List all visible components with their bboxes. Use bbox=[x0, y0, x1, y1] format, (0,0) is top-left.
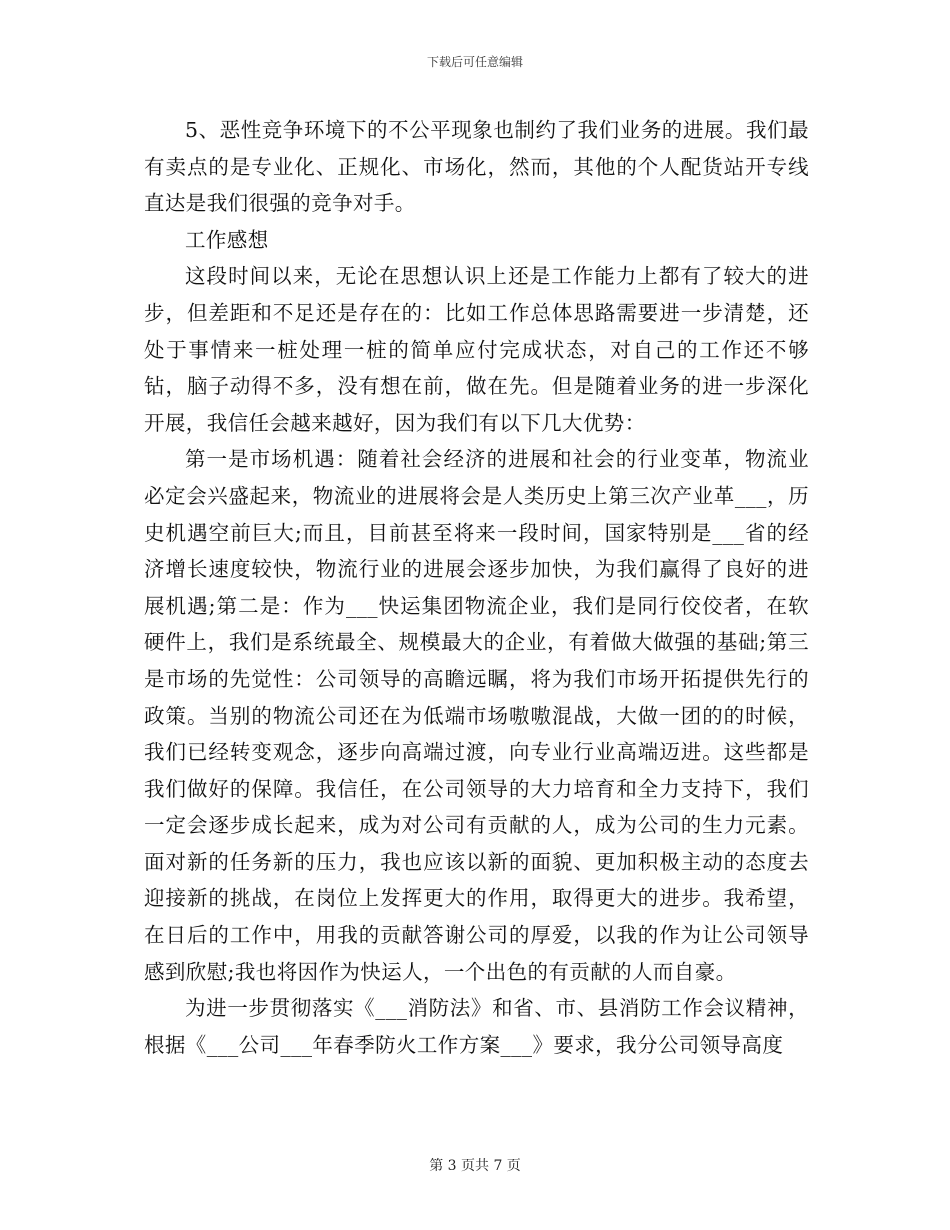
section-heading-work-reflection: 工作感想 bbox=[185, 227, 269, 252]
paragraph-fire-safety: 为进一步贯彻落实《___消防法》和省、市、县消防工作会议精神，根据《___公司___年春季防火工作方案___》要求，我分公司领导高度 bbox=[144, 996, 809, 1057]
document-body bbox=[144, 112, 809, 1063]
page-number: 第 3 页共 7 页 bbox=[429, 1158, 521, 1174]
paragraph-competition: 5、恶性竞争环境下的不公平现象也制约了我们业务的进展。我们最有卖点的是专业化、正规化、市场化，然而，其他的个人配货站开专线直达是我们很强的竞争对手。 bbox=[144, 118, 809, 216]
page-header: 下载后可任意编辑 bbox=[426, 55, 523, 69]
paragraph-progress: 这段时间以来，无论在思想认识上还是工作能力上都有了较大的进步，但差距和不足还是存在的：比如工作总体思路需要进一步清楚，还处于事情来一桩处理一桩的简单应付完成状态，对自己的工作还不够钻，脑子动得不多，没有想在前，做在先。但是随着业务的进一步深化开展，我信任会越来越好，因为我们有以下几大优势： bbox=[144, 264, 809, 435]
paragraph-advantages: 第一是市场机遇：随着社会经济的进展和社会的行业变革，物流业必定会兴盛起来，物流业的进展将会是人类历史上第三次产业革___，历史机遇空前巨大;而且，目前甚至将来一段时间，国家特别是___省的经济增长速度较快，物流行业的进展会逐步加快，为我们赢得了良好的进展机遇;第二是：作为___快运集团物流企业，我们是同行佼佼者，在软硬件上，我们是系统最全、规模最大的企业，有着做大做强的基础;第三是市场的先觉性：公司领导的高瞻远瞩，将为我们市场开拓提供先行的政策。当别的物流公司还在为低端市场嗷嗷混战，大做一团的的时候，我们已经转变观念，逐步向高端过渡，向专业行业高端迈进。这些都是我们做好的保障。我信任，在公司领导的大力培育和全力支持下，我们一定会逐步成长起来，成为对公司有贡献的人，成为公司的生力元素。面对新的任务新的压力，我也应该以新的面貌、更加积极主动的态度去迎接新的挑战，在岗位上发挥更大的作用，取得更大的进步。我希望，在日后的工作中，用我的贡献答谢公司的厚爱，以我的作为让公司领导感到欣慰;我也将因作为快运人，一个出色的有贡献的人而自豪。 bbox=[144, 447, 809, 984]
